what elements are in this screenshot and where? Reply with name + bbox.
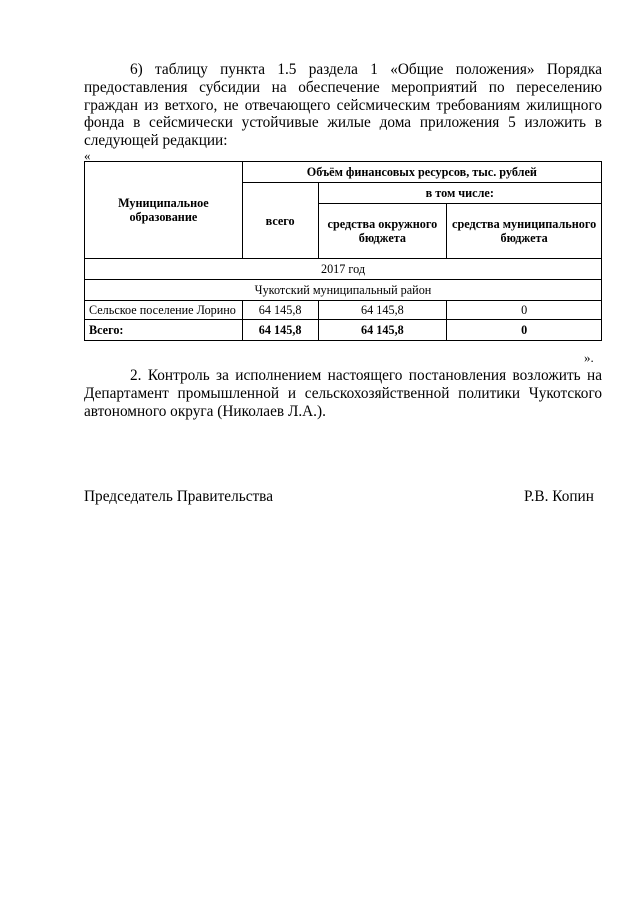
totals-municipal: 0 xyxy=(447,320,602,341)
year-row: 2017 год xyxy=(85,259,602,280)
header-total: всего xyxy=(242,183,318,259)
totals-district: 64 145,8 xyxy=(318,320,447,341)
table-row xyxy=(85,301,602,320)
header-including: в том числе: xyxy=(318,183,601,204)
opening-quote: « xyxy=(84,148,91,163)
district-row: Чукотский муниципальный район xyxy=(85,280,602,301)
header-district-budget: средства окружного бюджета xyxy=(318,204,447,259)
paragraph-2: 2. Контроль за исполнением настоящего постановления возложить на Департамент промышленной и сельскохозяйственной политики Чукотского автономного округа (Николаев Л.А.). xyxy=(84,367,602,420)
row-name: Сельское поселение Лорино xyxy=(85,301,243,320)
header-municipality: Муниципальное образование xyxy=(85,162,243,259)
signatory-title: Председатель Правительства xyxy=(84,488,273,505)
row-municipal: 0 xyxy=(447,301,602,320)
totals-row xyxy=(85,320,602,341)
header-resources: Объём финансовых ресурсов, тыс. рублей xyxy=(242,162,601,183)
row-total: 64 145,8 xyxy=(242,301,318,320)
closing-quote: ». xyxy=(584,350,594,365)
header-municipal-budget: средства муниципального бюджета xyxy=(447,204,602,259)
row-district: 64 145,8 xyxy=(318,301,447,320)
totals-total: 64 145,8 xyxy=(242,320,318,341)
paragraph-6: 6) таблицу пункта 1.5 раздела 1 «Общие положения» Порядка предоставления субсидии на обеспечение мероприятий по переселению граждан из ветхого, не отвечающего сейсмическим требованиям жилищного фонда в сейсмически устойчивые жилые дома приложения 5 изложить в следующей редакции: xyxy=(84,61,602,150)
financial-table xyxy=(84,161,602,341)
totals-label: Всего: xyxy=(85,320,243,341)
signatory-name: Р.В. Копин xyxy=(524,488,594,505)
